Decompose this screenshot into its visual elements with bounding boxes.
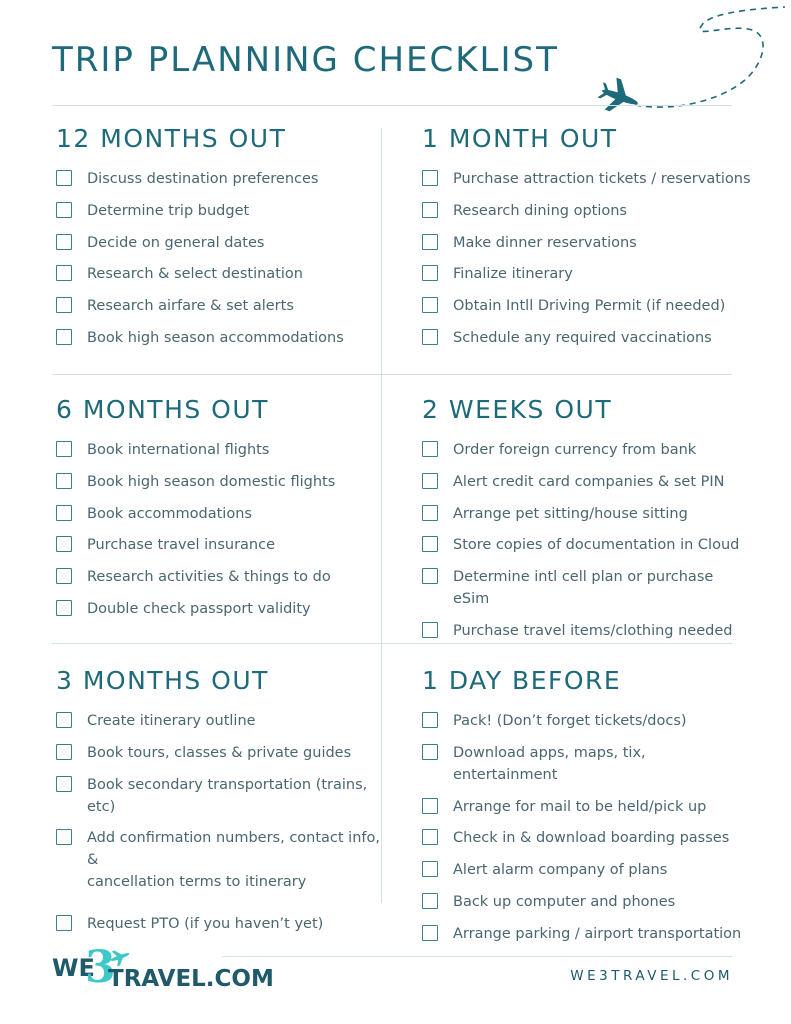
checkbox-icon[interactable]: [422, 202, 438, 218]
checkbox-icon[interactable]: [422, 297, 438, 313]
checkbox-icon[interactable]: [422, 829, 438, 845]
checklist-item: Research activities & things to do: [56, 566, 376, 588]
checkbox-icon[interactable]: [422, 170, 438, 186]
checklist-item: Download apps, maps, tix, entertainment: [422, 742, 752, 786]
checkbox-icon[interactable]: [56, 568, 72, 584]
checkbox-icon[interactable]: [422, 234, 438, 250]
logo-we: WE: [52, 954, 95, 982]
section-heading: 1 DAY BEFORE: [422, 666, 622, 695]
checkbox-icon[interactable]: [56, 297, 72, 313]
checkbox-icon[interactable]: [56, 441, 72, 457]
checklist-item: Decide on general dates: [56, 232, 376, 254]
logo-airplane-icon: [108, 948, 132, 966]
checkbox-icon[interactable]: [56, 202, 72, 218]
checklist-item: Arrange for mail to be held/pick up: [422, 796, 752, 818]
checklist-item: Arrange parking / airport transportation: [422, 923, 752, 945]
section-heading: 3 MONTHS OUT: [56, 666, 269, 695]
checkbox-icon[interactable]: [56, 473, 72, 489]
airplane-icon: [590, 5, 790, 120]
checklist-item: Alert credit card companies & set PIN: [422, 471, 752, 493]
checkbox-icon[interactable]: [422, 536, 438, 552]
checkbox-icon[interactable]: [56, 915, 72, 931]
checkbox-icon[interactable]: [422, 265, 438, 281]
checklist-item: Schedule any required vaccinations: [422, 327, 752, 349]
checklist-item: Book accommodations: [56, 503, 376, 525]
section-6-months-out: [56, 393, 376, 630]
checkbox-icon[interactable]: [56, 234, 72, 250]
checkbox-icon[interactable]: [56, 600, 72, 616]
row-divider-1: [52, 374, 732, 375]
checklist-item: Discuss destination preferences: [56, 168, 376, 190]
checkbox-icon[interactable]: [422, 568, 438, 584]
checkbox-icon[interactable]: [56, 505, 72, 521]
logo-travel: TRAVEL.COM: [108, 966, 274, 992]
section-12-months-out: [56, 122, 376, 359]
checklist-item: Obtain Intll Driving Permit (if needed): [422, 295, 752, 317]
section-heading: 2 WEEKS OUT: [422, 395, 613, 424]
checklist-item: Book secondary transportation (trains, etc): [56, 774, 381, 818]
checklist-item: Purchase travel items/clothing needed: [422, 620, 752, 642]
checklist-item: Research dining options: [422, 200, 752, 222]
checklist-item: Book tours, classes & private guides: [56, 742, 381, 764]
checkbox-icon[interactable]: [422, 505, 438, 521]
checkbox-icon[interactable]: [422, 893, 438, 909]
checklist-item: Make dinner reservations: [422, 232, 752, 254]
checkbox-icon[interactable]: [422, 798, 438, 814]
checklist-item: Book high season accommodations: [56, 327, 376, 349]
checkbox-icon[interactable]: [422, 329, 438, 345]
checkbox-icon[interactable]: [56, 536, 72, 552]
section-2-weeks-out: [422, 393, 752, 652]
checkbox-icon[interactable]: [422, 622, 438, 638]
checklist-item: Research airfare & set alerts: [56, 295, 376, 317]
title-divider: [52, 105, 732, 106]
section-1-month-out: [422, 122, 752, 359]
checklist-item: Research & select destination: [56, 263, 376, 285]
checkbox-icon[interactable]: [56, 712, 72, 728]
checkbox-icon[interactable]: [56, 829, 72, 845]
checkbox-icon[interactable]: [422, 712, 438, 728]
checklist-item: Pack! (Don’t forget tickets/docs): [422, 710, 752, 732]
checkbox-icon[interactable]: [56, 744, 72, 760]
section-3-months-out: [56, 664, 381, 945]
section-heading: 1 MONTH OUT: [422, 124, 618, 153]
checkbox-icon[interactable]: [422, 861, 438, 877]
footer-url[interactable]: WE3TRAVEL.COM: [570, 968, 733, 984]
logo-three: 3: [85, 942, 116, 993]
checkbox-icon[interactable]: [56, 329, 72, 345]
we3travel-logo: [52, 942, 274, 998]
checklist-item: Purchase travel insurance: [56, 534, 376, 556]
checkbox-icon[interactable]: [56, 170, 72, 186]
checklist-item: Request PTO (if you haven’t yet): [56, 913, 381, 935]
checkbox-icon[interactable]: [422, 744, 438, 760]
checklist-item: Arrange pet sitting/house sitting: [422, 503, 752, 525]
section-heading: 12 MONTHS OUT: [56, 124, 287, 153]
checklist-item: Order foreign currency from bank: [422, 439, 752, 461]
checklist-item: Alert alarm company of plans: [422, 859, 752, 881]
checkbox-icon[interactable]: [422, 473, 438, 489]
checklist-item: Purchase attraction tickets / reservations: [422, 168, 752, 190]
checklist-item: Finalize itinerary: [422, 263, 752, 285]
checklist-item: Book international flights: [56, 439, 376, 461]
footer-divider: [222, 956, 732, 957]
page-title: TRIP PLANNING CHECKLIST: [52, 40, 559, 80]
checkbox-icon[interactable]: [422, 925, 438, 941]
checklist-item: Check in & download boarding passes: [422, 827, 752, 849]
checklist-item: Determine intl cell plan or purchase eSim: [422, 566, 752, 610]
column-divider: [381, 128, 382, 903]
checklist-item: Book high season domestic flights: [56, 471, 376, 493]
checklist-item: Add confirmation numbers, contact info, & cancellation terms to itinerary: [56, 827, 381, 903]
checklist-item: Create itinerary outline: [56, 710, 381, 732]
checklist-item: Back up computer and phones: [422, 891, 752, 913]
checklist-item: Double check passport validity: [56, 598, 376, 620]
checkbox-icon[interactable]: [56, 265, 72, 281]
checklist-item: Determine trip budget: [56, 200, 376, 222]
checklist-item: Store copies of documentation in Cloud: [422, 534, 752, 556]
checkbox-icon[interactable]: [56, 776, 72, 792]
section-heading: 6 MONTHS OUT: [56, 395, 269, 424]
checkbox-icon[interactable]: [422, 441, 438, 457]
section-1-day-before: [422, 664, 752, 955]
